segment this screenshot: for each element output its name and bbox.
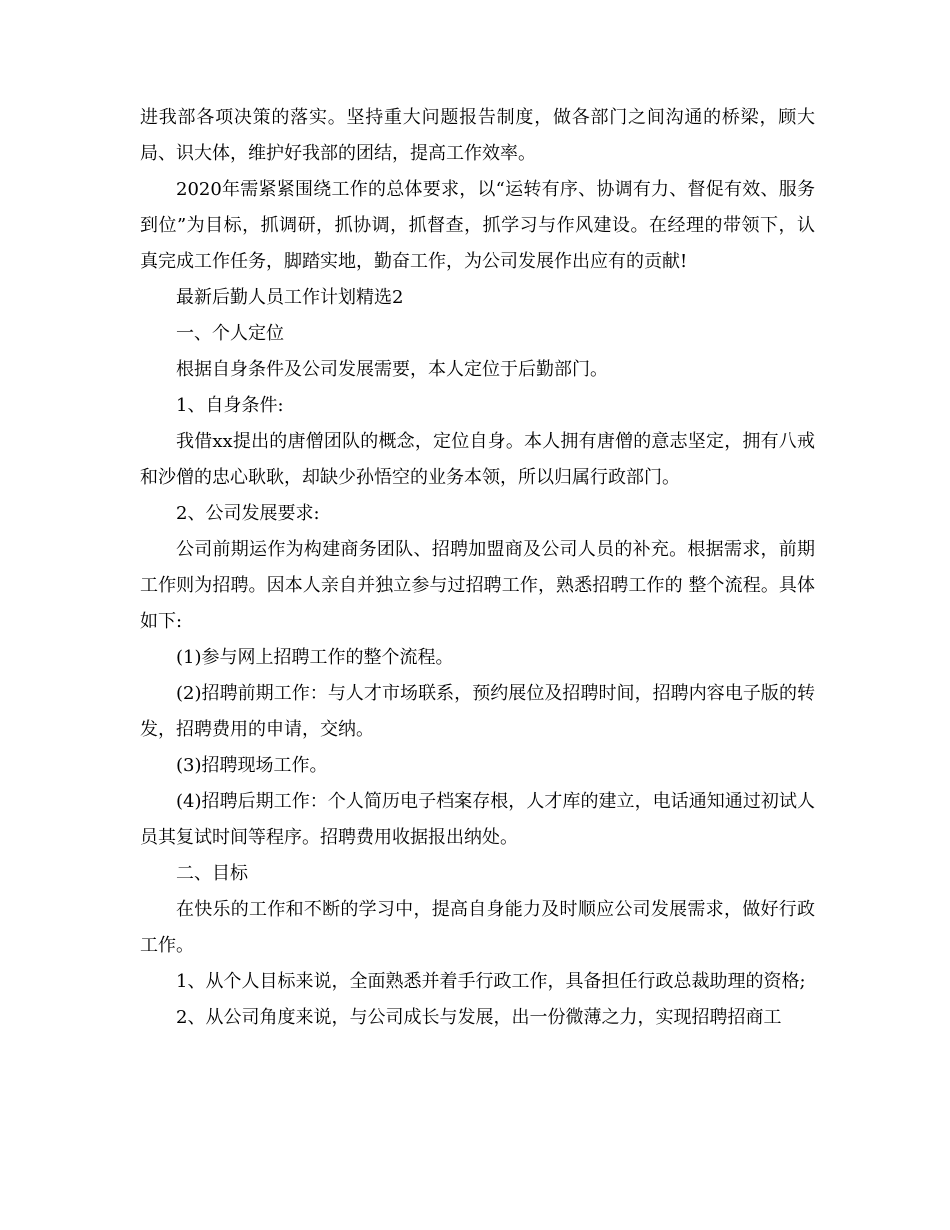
list-item: (3)招聘现场工作。 [176,755,328,776]
list-item: (2)招聘前期工作：与人才市场联系，预约展位及招聘时间，招聘内容电子版的转发，招聘费用的申请，交纳。 [140,683,815,740]
subheading: 1、自身条件: [176,395,284,416]
heading: 二、目标 [176,863,248,884]
document-page [140,100,815,1036]
section-title: 最新后勤人员工作计划精选2 [176,287,404,308]
paragraph: 2、从公司角度来说，与公司成长与发展，出一份微薄之力，实现招聘招商工 [176,1007,782,1028]
paragraph: 根据自身条件及公司发展需要，本人定位于后勤部门。 [176,359,608,380]
paragraph: 2020年需紧紧围绕工作的总体要求，以“运转有序、协调有力、督促有效、服务到位”为目标，抓调研，抓协调，抓督查，抓学习与作风建设。在经理的带领下，认真完成工作任务，脚踏实地，勤奋工作，为公司发展作出应有的贡献! [140,179,815,272]
heading: 一、个人定位 [176,323,284,344]
paragraph: 我借xx提出的唐僧团队的概念，定位自身。本人拥有唐僧的意志坚定，拥有八戒和沙僧的忠心耿耿，却缺少孙悟空的业务本领，所以归属行政部门。 [140,431,815,488]
paragraph: 公司前期运作为构建商务团队、招聘加盟商及公司人员的补充。根据需求，前期工作则为招聘。因本人亲自并独立参与过招聘工作，熟悉招聘工作的 整个流程。具体如下: [140,539,815,632]
paragraph: 1、从个人目标来说，全面熟悉并着手行政工作，具备担任行政总裁助理的资格; [176,971,806,992]
list-item: (4)招聘后期工作：个人简历电子档案存根，人才库的建立，电话通知通过初试人员其复试时间等程序。招聘费用收据报出纳处。 [140,791,815,848]
paragraph: 进我部各项决策的落实。坚持重大问题报告制度，做各部门之间沟通的桥梁，顾大局、识大体，维护好我部的团结，提高工作效率。 [140,107,815,164]
subheading: 2、公司发展要求: [176,503,320,524]
list-item: (1)参与网上招聘工作的整个流程。 [176,647,454,668]
paragraph: 在快乐的工作和不断的学习中，提高自身能力及时顺应公司发展需求，做好行政工作。 [140,899,815,956]
